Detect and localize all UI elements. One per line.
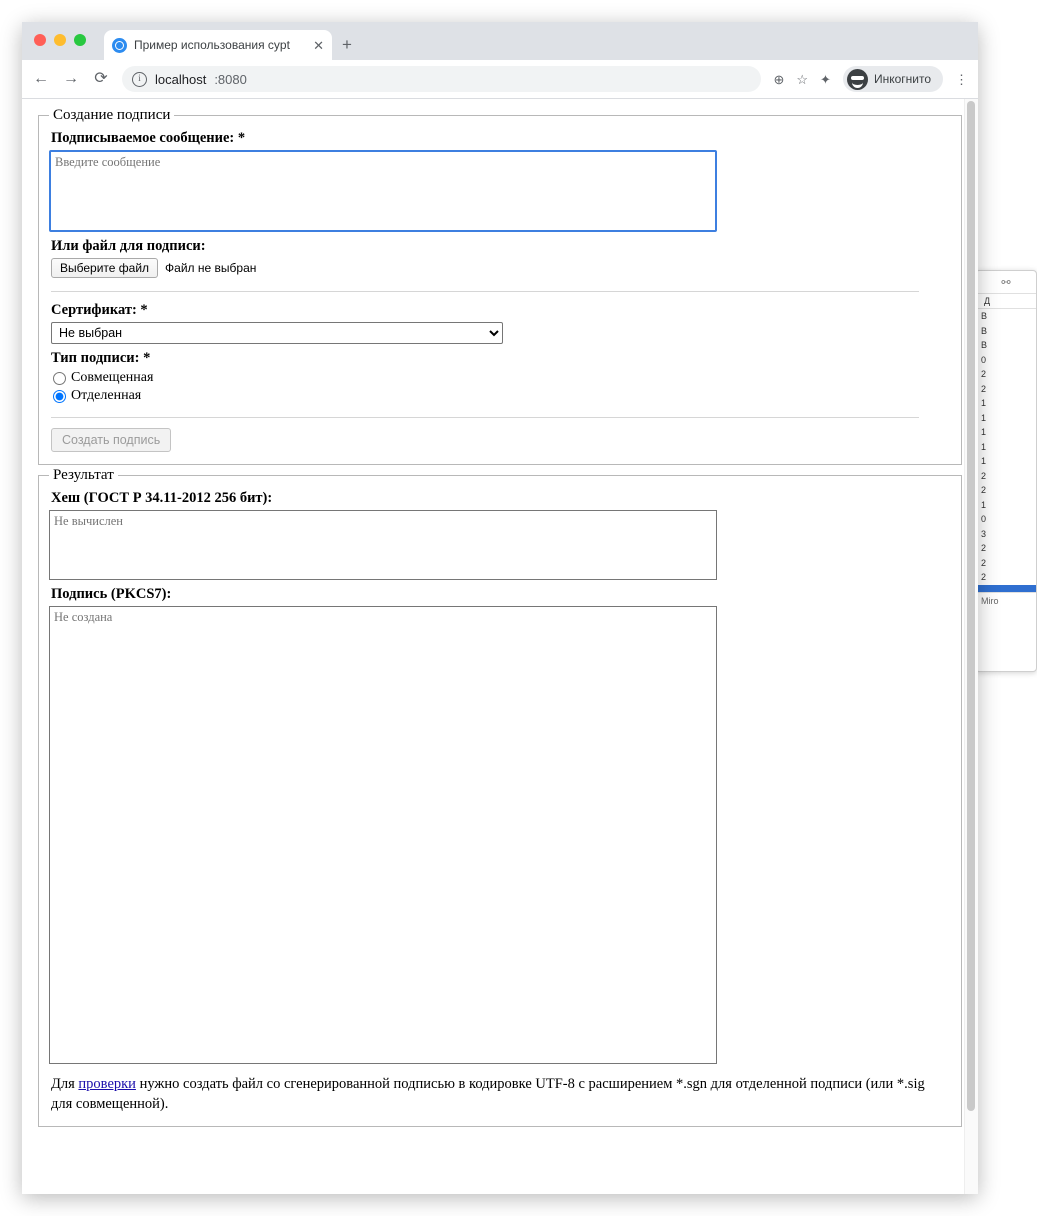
globe-icon (112, 38, 127, 53)
verification-link[interactable]: проверки (78, 1076, 136, 1092)
create-signature-legend: Создание подписи (53, 107, 171, 123)
result-note (51, 1074, 931, 1114)
url-host: localhost (155, 71, 207, 87)
zoom-icon[interactable]: ⊕ (773, 71, 785, 87)
page-content (22, 99, 978, 1127)
background-window[interactable] (975, 270, 1037, 672)
list-item: 1 (981, 412, 987, 423)
extensions-icon[interactable]: ✦ (820, 71, 831, 87)
hash-textarea[interactable] (49, 510, 717, 580)
list-item: 2 (981, 572, 987, 583)
background-column-header: Д (976, 294, 1036, 309)
file-input-row[interactable] (51, 258, 951, 278)
background-selected-row (976, 585, 1036, 592)
toolbar-actions (773, 66, 968, 92)
incognito-indicator[interactable] (843, 66, 943, 92)
page-viewport (22, 99, 978, 1194)
background-window-toolbar (976, 271, 1036, 294)
message-textarea[interactable] (49, 150, 717, 232)
site-info-icon[interactable]: i (132, 72, 147, 87)
browser-window (22, 22, 978, 1194)
radio-attached-label: Совмещенная (71, 370, 154, 385)
scrollbar-thumb[interactable] (967, 101, 975, 1111)
file-label: Или файл для подписи: (51, 238, 206, 254)
choose-file-button[interactable]: Выберите файл (51, 258, 158, 278)
list-item: В (981, 340, 988, 351)
list-item: 0 (981, 354, 987, 365)
certificate-select[interactable] (51, 322, 503, 344)
reload-icon[interactable]: ⟳ (94, 70, 108, 87)
list-item: 2 (981, 543, 987, 554)
create-signature-section (38, 107, 962, 465)
radio-attached[interactable] (53, 372, 66, 385)
list-item: 0 (981, 514, 987, 525)
incognito-icon (847, 69, 868, 90)
result-legend: Результат (53, 467, 114, 483)
close-icon[interactable]: ✕ (313, 37, 324, 53)
address-bar[interactable] (122, 66, 761, 92)
list-item: 2 (981, 485, 987, 496)
file-status-text: Файл не выбран (165, 261, 257, 275)
new-tab-button[interactable]: + (342, 35, 352, 54)
list-item: 2 (981, 383, 987, 394)
list-item: 1 (981, 427, 987, 438)
note-prefix: Для (51, 1076, 79, 1092)
signature-type-detached[interactable] (53, 388, 951, 404)
hash-label: Хеш (ГОСТ Р 34.11-2012 256 бит): (51, 490, 273, 506)
list-item: 1 (981, 456, 987, 467)
list-item: В (981, 311, 988, 322)
signature-type-label: Тип подписи: * (51, 350, 151, 366)
tab-title: Пример использования cypt (134, 38, 290, 52)
bookmark-star-icon[interactable]: ☆ (796, 71, 809, 87)
list-item: 1 (981, 441, 987, 452)
list-item: В (981, 325, 988, 336)
signature-label: Подпись (PKCS7): (51, 586, 172, 602)
divider (51, 417, 919, 418)
create-signature-button[interactable]: Создать подпись (51, 428, 171, 452)
signature-type-attached[interactable] (53, 370, 951, 386)
radio-detached-label: Отделенная (71, 388, 142, 403)
list-item: 2 (981, 557, 987, 568)
forward-icon[interactable]: → (63, 70, 79, 87)
certificate-label: Сертификат: * (51, 302, 148, 318)
radio-detached[interactable] (53, 390, 66, 403)
maximize-window-button[interactable] (74, 34, 86, 46)
tab-strip (22, 22, 978, 60)
browser-tab[interactable] (104, 30, 332, 60)
result-section (38, 467, 962, 1127)
background-toolbar-icon: ⚯ (1001, 276, 1011, 289)
background-window-footer: Miro (976, 592, 1036, 609)
menu-icon[interactable]: ⋮ (955, 71, 968, 87)
note-suffix: нужно создать файл со сгенерированной подписью в кодировке UTF-8 с расширением *.sgn для отделенной подписи (или *.sig для совмещенной). (51, 1076, 925, 1112)
window-controls[interactable] (34, 34, 86, 46)
list-item: 3 (981, 528, 987, 539)
close-window-button[interactable] (34, 34, 46, 46)
browser-toolbar (22, 60, 978, 99)
message-label: Подписываемое сообщение: * (51, 130, 246, 146)
incognito-label: Инкогнито (873, 72, 931, 86)
list-item: 1 (981, 499, 987, 510)
divider (51, 291, 919, 292)
url-port: :8080 (214, 71, 247, 87)
minimize-window-button[interactable] (54, 34, 66, 46)
back-icon[interactable]: ← (33, 70, 49, 87)
list-item: 2 (981, 470, 987, 481)
list-item: 1 (981, 398, 987, 409)
page-scrollbar[interactable] (964, 99, 978, 1194)
list-item: 2 (981, 369, 987, 380)
signature-textarea[interactable] (49, 606, 717, 1064)
